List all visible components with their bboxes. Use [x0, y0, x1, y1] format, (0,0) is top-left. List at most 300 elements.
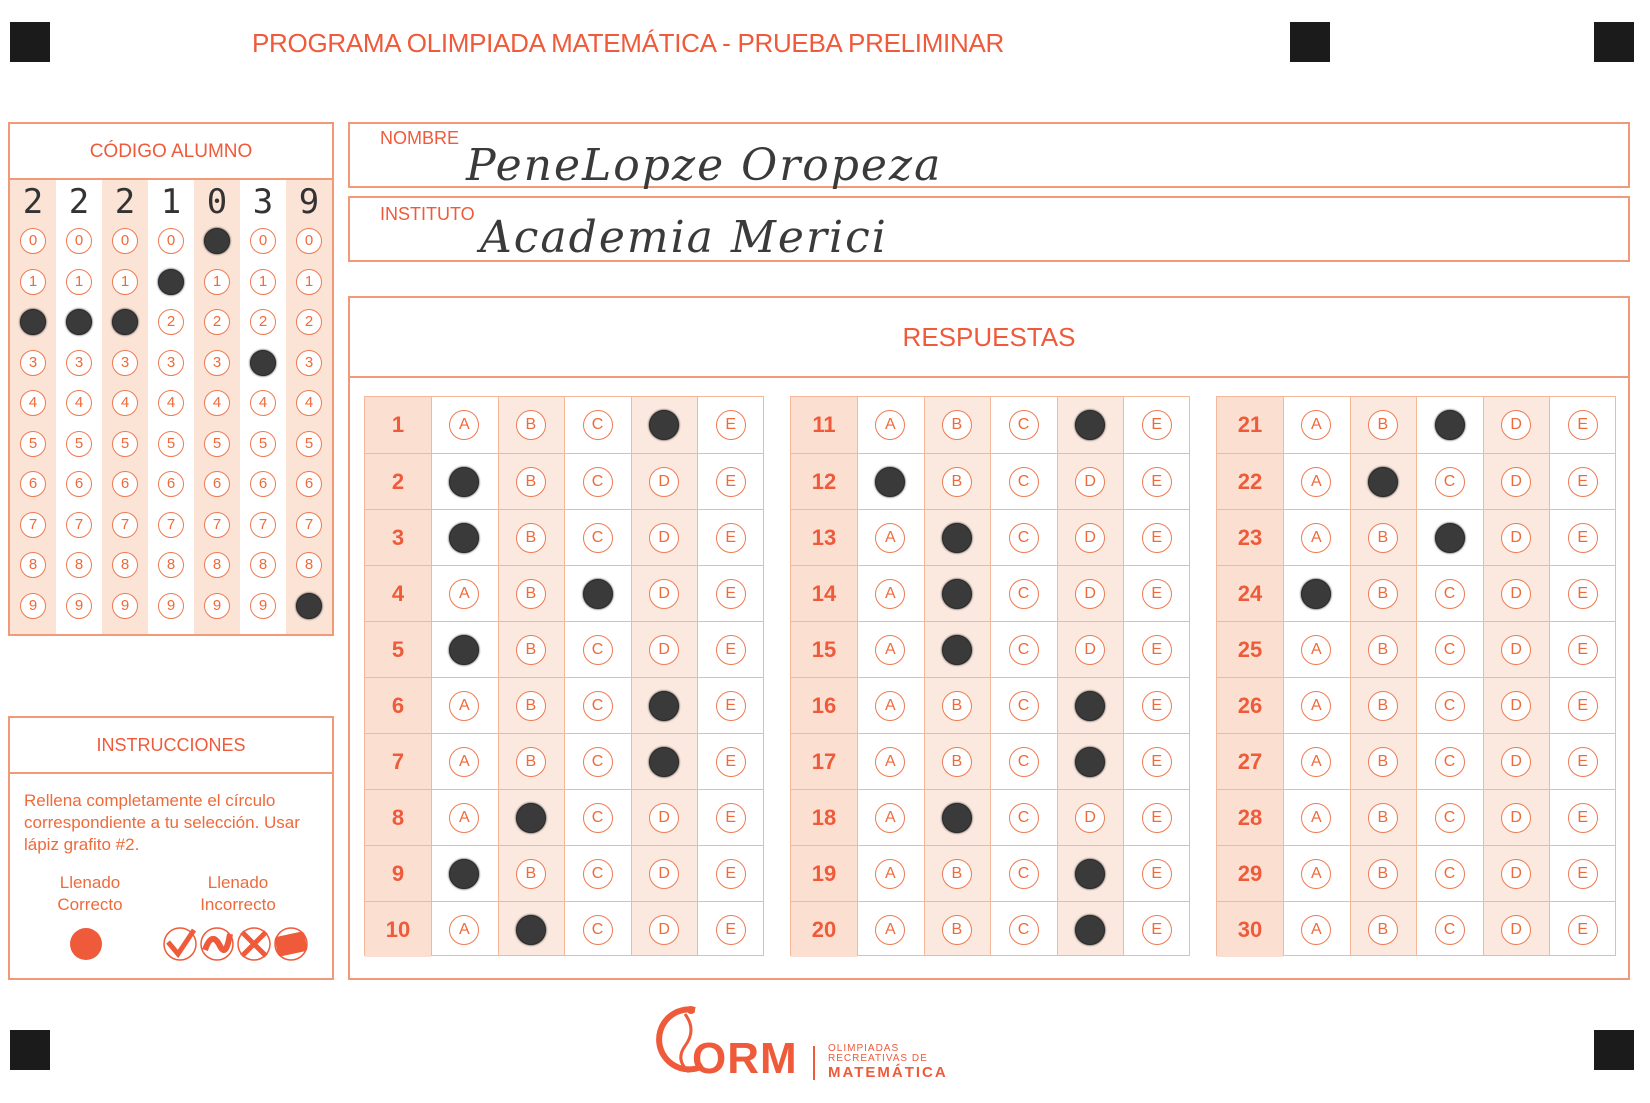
answer-bubble-C[interactable]: C: [583, 859, 613, 889]
answer-bubble-E[interactable]: E: [1142, 410, 1172, 440]
answer-row: [1217, 509, 1615, 565]
answer-bubble-C[interactable]: C: [1009, 635, 1039, 665]
answer-bubble-E[interactable]: E: [1142, 915, 1172, 945]
answer-bubble-C[interactable]: C: [583, 803, 613, 833]
question-number: 13: [791, 510, 857, 565]
incorrect-fill-label: Llenado Incorrecto: [200, 873, 276, 914]
answer-bubble-E[interactable]: E: [1142, 859, 1172, 889]
answer-row: [1217, 845, 1615, 901]
code-bubble-3[interactable]: 3: [112, 350, 138, 376]
answer-bubble-A[interactable]: A: [449, 467, 479, 497]
answer-bubble-D[interactable]: D: [649, 803, 679, 833]
code-bubble-3[interactable]: 3: [158, 350, 184, 376]
answer-bubble-D[interactable]: D: [649, 579, 679, 609]
answer-bubble-C[interactable]: C: [1009, 691, 1039, 721]
answer-bubble-E[interactable]: E: [1142, 579, 1172, 609]
answer-bubble-D[interactable]: D: [649, 747, 679, 777]
logo-sub-2: RECREATIVAS DE: [828, 1053, 928, 1064]
answer-bubble-C[interactable]: C: [1435, 467, 1465, 497]
answer-bubble-B[interactable]: B: [1368, 915, 1398, 945]
code-bubble-5[interactable]: 5: [250, 431, 276, 457]
code-bubble-3[interactable]: 3: [20, 350, 46, 376]
answer-bubble-E[interactable]: E: [1568, 915, 1598, 945]
code-bubble-4[interactable]: 4: [296, 390, 322, 416]
answer-bubble-D[interactable]: D: [1501, 410, 1531, 440]
code-bubble-1[interactable]: 1: [158, 269, 184, 295]
answer-bubble-E[interactable]: E: [1568, 803, 1598, 833]
code-bubble-6[interactable]: 6: [20, 471, 46, 497]
answer-bubble-B[interactable]: B: [516, 691, 546, 721]
answer-bubble-E[interactable]: E: [1142, 747, 1172, 777]
question-number: 16: [791, 678, 857, 733]
correct-fill-example-icon: [68, 926, 104, 962]
answer-bubble-B[interactable]: B: [942, 467, 972, 497]
answer-bubble-C[interactable]: C: [1009, 747, 1039, 777]
question-number: 7: [365, 734, 431, 789]
code-bubble-2[interactable]: 2: [66, 309, 92, 335]
answer-bubble-B[interactable]: B: [942, 635, 972, 665]
answer-bubble-A[interactable]: A: [449, 635, 479, 665]
answer-bubble-E[interactable]: E: [1568, 579, 1598, 609]
code-bubble-9[interactable]: 9: [250, 593, 276, 619]
answer-bubble-E[interactable]: E: [1568, 635, 1598, 665]
code-bubble-0[interactable]: 0: [250, 228, 276, 254]
answer-bubble-D[interactable]: D: [1075, 747, 1105, 777]
registration-mark-bottom-right: [1594, 1030, 1634, 1070]
answer-bubble-C[interactable]: C: [1009, 859, 1039, 889]
answer-bubble-D[interactable]: D: [1075, 467, 1105, 497]
question-number: 15: [791, 622, 857, 677]
answer-bubble-C[interactable]: C: [1009, 467, 1039, 497]
answer-bubble-D[interactable]: D: [1075, 579, 1105, 609]
answer-row: [365, 397, 763, 453]
answer-bubble-C[interactable]: C: [583, 467, 613, 497]
code-bubble-5[interactable]: 5: [204, 431, 230, 457]
answer-row: [365, 509, 763, 565]
answer-bubble-B[interactable]: B: [516, 747, 546, 777]
answer-row: [791, 677, 1189, 733]
answer-bubble-A[interactable]: A: [875, 803, 905, 833]
code-column-1: [10, 180, 56, 634]
answer-bubble-C[interactable]: C: [1435, 579, 1465, 609]
code-bubble-1[interactable]: 1: [204, 269, 230, 295]
answer-bubble-A[interactable]: A: [449, 915, 479, 945]
code-bubble-0[interactable]: 0: [296, 228, 322, 254]
question-number: 12: [791, 454, 857, 509]
answer-bubble-C[interactable]: C: [1009, 579, 1039, 609]
answer-bubble-E[interactable]: E: [716, 467, 746, 497]
answer-bubble-A[interactable]: A: [449, 859, 479, 889]
answer-bubble-C[interactable]: C: [1435, 803, 1465, 833]
code-bubble-0[interactable]: 0: [158, 228, 184, 254]
question-number: 14: [791, 566, 857, 621]
question-number: 8: [365, 790, 431, 845]
institute-value: Academia Merici: [480, 212, 888, 263]
question-number: 20: [791, 902, 857, 957]
question-number: 4: [365, 566, 431, 621]
answer-bubble-C[interactable]: C: [583, 635, 613, 665]
code-bubble-7[interactable]: 7: [158, 512, 184, 538]
code-bubble-7[interactable]: 7: [204, 512, 230, 538]
code-bubble-0[interactable]: 0: [20, 228, 46, 254]
answer-bubble-B[interactable]: B: [516, 579, 546, 609]
code-bubble-3[interactable]: 3: [296, 350, 322, 376]
answer-bubble-C[interactable]: C: [583, 747, 613, 777]
code-digit-handwritten: 9: [298, 182, 320, 222]
answer-bubble-D[interactable]: D: [1075, 635, 1105, 665]
answer-row: [365, 733, 763, 789]
code-digit-handwritten: 2: [68, 182, 90, 222]
answer-bubble-E[interactable]: E: [1142, 635, 1172, 665]
code-bubble-6[interactable]: 6: [250, 471, 276, 497]
question-number: 26: [1217, 678, 1283, 733]
code-column-7: [286, 180, 332, 634]
answer-row: [365, 453, 763, 509]
answer-bubble-A[interactable]: A: [1301, 691, 1331, 721]
answer-bubble-C[interactable]: C: [1009, 410, 1039, 440]
answer-row: [791, 845, 1189, 901]
logo-separator: [813, 1046, 815, 1080]
code-bubble-2[interactable]: 2: [250, 309, 276, 335]
answer-bubble-E[interactable]: E: [716, 859, 746, 889]
question-number: 6: [365, 678, 431, 733]
answer-grid-1: [364, 396, 764, 956]
code-bubble-1[interactable]: 1: [20, 269, 46, 295]
page-title: PROGRAMA OLIMPIADA MATEMÁTICA - PRUEBA PRELIMINAR: [252, 28, 1004, 58]
answer-bubble-A[interactable]: A: [875, 523, 905, 553]
answer-bubble-C[interactable]: C: [583, 915, 613, 945]
code-bubble-8[interactable]: 8: [296, 552, 322, 578]
answer-bubble-C[interactable]: C: [1435, 410, 1465, 440]
answer-row: [1217, 789, 1615, 845]
code-bubble-4[interactable]: 4: [20, 390, 46, 416]
answer-bubble-D[interactable]: D: [1501, 635, 1531, 665]
answer-bubble-C[interactable]: C: [1435, 523, 1465, 553]
answer-bubble-A[interactable]: A: [875, 747, 905, 777]
answer-bubble-C[interactable]: C: [583, 691, 613, 721]
question-number: 18: [791, 790, 857, 845]
answer-bubble-B[interactable]: B: [1368, 803, 1398, 833]
answer-bubble-A[interactable]: A: [875, 859, 905, 889]
answer-row: [791, 397, 1189, 453]
code-bubble-8[interactable]: 8: [20, 552, 46, 578]
answer-bubble-A[interactable]: A: [1301, 803, 1331, 833]
answer-bubble-B[interactable]: B: [1368, 579, 1398, 609]
answer-bubble-E[interactable]: E: [1142, 803, 1172, 833]
answer-bubble-D[interactable]: D: [1075, 915, 1105, 945]
registration-mark-bottom-left: [10, 1030, 50, 1070]
answer-bubble-A[interactable]: A: [449, 803, 479, 833]
code-bubble-7[interactable]: 7: [250, 512, 276, 538]
answer-bubble-B[interactable]: B: [942, 691, 972, 721]
answer-bubble-B[interactable]: B: [516, 467, 546, 497]
answer-bubble-B[interactable]: B: [1368, 467, 1398, 497]
answer-bubble-B[interactable]: B: [942, 915, 972, 945]
answer-bubble-D[interactable]: D: [1501, 747, 1531, 777]
question-number: 11: [791, 397, 857, 453]
code-bubble-8[interactable]: 8: [112, 552, 138, 578]
answer-bubble-D[interactable]: D: [1075, 803, 1105, 833]
code-bubble-4[interactable]: 4: [66, 390, 92, 416]
code-bubble-6[interactable]: 6: [204, 471, 230, 497]
code-bubble-3[interactable]: 3: [250, 350, 276, 376]
answer-bubble-D[interactable]: D: [1501, 691, 1531, 721]
answer-bubble-B[interactable]: B: [516, 803, 546, 833]
code-bubble-5[interactable]: 5: [158, 431, 184, 457]
code-bubble-4[interactable]: 4: [250, 390, 276, 416]
instructions-title: INSTRUCCIONES: [10, 718, 332, 774]
answer-bubble-D[interactable]: D: [649, 410, 679, 440]
answer-bubble-D[interactable]: D: [1501, 803, 1531, 833]
code-bubble-3[interactable]: 3: [66, 350, 92, 376]
code-column-4: [148, 180, 194, 634]
code-column-5: [194, 180, 240, 634]
answer-bubble-B[interactable]: B: [1368, 635, 1398, 665]
answer-bubble-D[interactable]: D: [649, 523, 679, 553]
answer-bubble-E[interactable]: E: [1568, 467, 1598, 497]
code-bubble-2[interactable]: 2: [112, 309, 138, 335]
answer-bubble-B[interactable]: B: [1368, 410, 1398, 440]
code-bubble-7[interactable]: 7: [20, 512, 46, 538]
answer-bubble-D[interactable]: D: [1501, 523, 1531, 553]
code-bubble-7[interactable]: 7: [112, 512, 138, 538]
answer-bubble-E[interactable]: E: [716, 635, 746, 665]
question-number: 21: [1217, 397, 1283, 453]
answer-bubble-E[interactable]: E: [716, 915, 746, 945]
logo-sub-3: MATEMÁTICA: [828, 1064, 948, 1081]
answer-bubble-B[interactable]: B: [516, 410, 546, 440]
answer-row: [365, 565, 763, 621]
answer-row: [1217, 397, 1615, 453]
code-bubble-5[interactable]: 5: [66, 431, 92, 457]
question-number: 22: [1217, 454, 1283, 509]
question-number: 10: [365, 902, 431, 957]
answers-title: RESPUESTAS: [350, 298, 1628, 378]
code-bubble-9[interactable]: 9: [158, 593, 184, 619]
code-bubble-9[interactable]: 9: [66, 593, 92, 619]
code-bubble-5[interactable]: 5: [20, 431, 46, 457]
answer-bubble-A[interactable]: A: [875, 635, 905, 665]
answer-row: [1217, 733, 1615, 789]
name-label: NOMBRE: [380, 128, 460, 148]
answer-bubble-B[interactable]: B: [942, 410, 972, 440]
code-bubble-1[interactable]: 1: [250, 269, 276, 295]
answer-bubble-A[interactable]: A: [1301, 467, 1331, 497]
code-bubble-4[interactable]: 4: [158, 390, 184, 416]
code-bubble-6[interactable]: 6: [296, 471, 322, 497]
answer-bubble-E[interactable]: E: [1142, 523, 1172, 553]
code-bubble-9[interactable]: 9: [20, 593, 46, 619]
answer-bubble-A[interactable]: A: [1301, 859, 1331, 889]
code-digit-handwritten: 2: [114, 182, 136, 222]
code-bubble-2[interactable]: 2: [296, 309, 322, 335]
incorrect-fill-examples-icon: [160, 924, 310, 964]
answer-row: [365, 845, 763, 901]
answer-bubble-E[interactable]: E: [1142, 691, 1172, 721]
answer-bubble-D[interactable]: D: [649, 691, 679, 721]
answer-bubble-C[interactable]: C: [583, 523, 613, 553]
answer-bubble-A[interactable]: A: [1301, 915, 1331, 945]
code-bubble-8[interactable]: 8: [204, 552, 230, 578]
answer-bubble-A[interactable]: A: [449, 747, 479, 777]
answer-bubble-A[interactable]: A: [875, 467, 905, 497]
instructions-text: Rellena completamente el círculo correspondiente a tu selección. Usar lápiz grafito #2.: [24, 791, 300, 854]
code-bubble-6[interactable]: 6: [66, 471, 92, 497]
answer-bubble-D[interactable]: D: [1075, 523, 1105, 553]
answer-bubble-B[interactable]: B: [942, 523, 972, 553]
answer-bubble-D[interactable]: D: [649, 635, 679, 665]
answer-row: [1217, 901, 1615, 957]
code-bubble-2[interactable]: 2: [158, 309, 184, 335]
code-bubble-8[interactable]: 8: [158, 552, 184, 578]
code-bubble-8[interactable]: 8: [250, 552, 276, 578]
answer-bubble-A[interactable]: A: [1301, 635, 1331, 665]
answer-bubble-D[interactable]: D: [1501, 915, 1531, 945]
answer-bubble-C[interactable]: C: [1435, 691, 1465, 721]
code-bubble-1[interactable]: 1: [296, 269, 322, 295]
code-bubble-2[interactable]: 2: [20, 309, 46, 335]
answer-bubble-E[interactable]: E: [1568, 523, 1598, 553]
answer-bubble-B[interactable]: B: [516, 859, 546, 889]
code-bubble-4[interactable]: 4: [204, 390, 230, 416]
question-number: 23: [1217, 510, 1283, 565]
answer-bubble-C[interactable]: C: [1435, 859, 1465, 889]
answer-bubble-C[interactable]: C: [1009, 803, 1039, 833]
answer-bubble-D[interactable]: D: [1075, 410, 1105, 440]
answer-bubble-A[interactable]: A: [449, 523, 479, 553]
answer-bubble-D[interactable]: D: [1501, 859, 1531, 889]
answer-bubble-A[interactable]: A: [1301, 523, 1331, 553]
answer-bubble-E[interactable]: E: [716, 691, 746, 721]
answer-bubble-E[interactable]: E: [716, 579, 746, 609]
answer-row: [791, 621, 1189, 677]
answer-bubble-C[interactable]: C: [583, 579, 613, 609]
code-bubble-9[interactable]: 9: [204, 593, 230, 619]
answer-bubble-A[interactable]: A: [875, 410, 905, 440]
code-digit-handwritten: 1: [160, 182, 182, 222]
answer-bubble-B[interactable]: B: [942, 859, 972, 889]
code-bubble-7[interactable]: 7: [296, 512, 322, 538]
code-digit-handwritten: 0: [206, 182, 228, 222]
code-section-title: CÓDIGO ALUMNO: [8, 122, 334, 178]
answer-bubble-D[interactable]: D: [1501, 579, 1531, 609]
answer-bubble-B[interactable]: B: [1368, 859, 1398, 889]
code-bubble-6[interactable]: 6: [112, 471, 138, 497]
question-number: 1: [365, 397, 431, 453]
answer-bubble-B[interactable]: B: [1368, 691, 1398, 721]
answer-bubble-D[interactable]: D: [1075, 859, 1105, 889]
code-bubble-0[interactable]: 0: [66, 228, 92, 254]
student-code-grid: [8, 178, 334, 636]
answer-bubble-E[interactable]: E: [1568, 410, 1598, 440]
answer-bubble-B[interactable]: B: [942, 579, 972, 609]
answer-bubble-A[interactable]: A: [449, 691, 479, 721]
code-bubble-6[interactable]: 6: [158, 471, 184, 497]
code-bubble-0[interactable]: 0: [204, 228, 230, 254]
answer-bubble-E[interactable]: E: [1568, 691, 1598, 721]
question-number: 5: [365, 622, 431, 677]
answer-bubble-E[interactable]: E: [1568, 747, 1598, 777]
code-bubble-7[interactable]: 7: [66, 512, 92, 538]
institute-label: INSTITUTO: [380, 204, 475, 224]
answer-bubble-A[interactable]: A: [1301, 410, 1331, 440]
answer-bubble-C[interactable]: C: [1435, 635, 1465, 665]
answer-row: [365, 901, 763, 957]
answer-bubble-B[interactable]: B: [942, 803, 972, 833]
answer-bubble-B[interactable]: B: [516, 915, 546, 945]
answer-bubble-D[interactable]: D: [649, 467, 679, 497]
answer-bubble-E[interactable]: E: [716, 523, 746, 553]
code-digit-handwritten: 3: [252, 182, 274, 222]
answer-bubble-B[interactable]: B: [1368, 523, 1398, 553]
answer-bubble-E[interactable]: E: [716, 747, 746, 777]
answer-bubble-A[interactable]: A: [875, 579, 905, 609]
answer-bubble-B[interactable]: B: [1368, 747, 1398, 777]
answer-bubble-E[interactable]: E: [1142, 467, 1172, 497]
answer-row: [791, 509, 1189, 565]
answer-bubble-E[interactable]: E: [1568, 859, 1598, 889]
answer-grid-2: [790, 396, 1190, 956]
answer-bubble-B[interactable]: B: [516, 523, 546, 553]
answer-bubble-D[interactable]: D: [649, 915, 679, 945]
answer-bubble-A[interactable]: A: [1301, 747, 1331, 777]
answer-bubble-D[interactable]: D: [1075, 691, 1105, 721]
logo-sub-1: OLIMPIADAS: [828, 1043, 900, 1054]
answer-bubble-B[interactable]: B: [516, 635, 546, 665]
code-bubble-1[interactable]: 1: [112, 269, 138, 295]
code-bubble-1[interactable]: 1: [66, 269, 92, 295]
answer-row: [791, 453, 1189, 509]
answer-row: [791, 789, 1189, 845]
answer-bubble-C[interactable]: C: [1435, 747, 1465, 777]
answer-row: [1217, 621, 1615, 677]
answer-grid-3: [1216, 396, 1616, 956]
code-bubble-2[interactable]: 2: [204, 309, 230, 335]
question-number: 24: [1217, 566, 1283, 621]
code-bubble-9[interactable]: 9: [112, 593, 138, 619]
question-number: 19: [791, 846, 857, 901]
question-number: 27: [1217, 734, 1283, 789]
name-value: PeneLopze Oropeza: [466, 140, 943, 191]
registration-mark-top-left: [10, 22, 50, 62]
answer-row: [791, 901, 1189, 957]
answer-bubble-E[interactable]: E: [716, 410, 746, 440]
answer-bubble-A[interactable]: A: [449, 410, 479, 440]
answer-bubble-C[interactable]: C: [1009, 915, 1039, 945]
code-bubble-9[interactable]: 9: [296, 593, 322, 619]
question-number: 29: [1217, 846, 1283, 901]
code-bubble-5[interactable]: 5: [296, 431, 322, 457]
code-bubble-5[interactable]: 5: [112, 431, 138, 457]
answer-bubble-B[interactable]: B: [942, 747, 972, 777]
code-bubble-4[interactable]: 4: [112, 390, 138, 416]
answer-bubble-D[interactable]: D: [649, 859, 679, 889]
code-bubble-8[interactable]: 8: [66, 552, 92, 578]
answer-bubble-C[interactable]: C: [583, 410, 613, 440]
code-column-6: [240, 180, 286, 634]
answer-bubble-A[interactable]: A: [875, 915, 905, 945]
answer-bubble-A[interactable]: A: [1301, 579, 1331, 609]
answer-bubble-A[interactable]: A: [875, 691, 905, 721]
answer-bubble-E[interactable]: E: [716, 803, 746, 833]
code-bubble-3[interactable]: 3: [204, 350, 230, 376]
answer-bubble-A[interactable]: A: [449, 579, 479, 609]
logo-subtitle: [828, 1044, 928, 1064]
answer-bubble-C[interactable]: C: [1009, 523, 1039, 553]
code-bubble-0[interactable]: 0: [112, 228, 138, 254]
answer-bubble-C[interactable]: C: [1435, 915, 1465, 945]
answer-bubble-D[interactable]: D: [1501, 467, 1531, 497]
